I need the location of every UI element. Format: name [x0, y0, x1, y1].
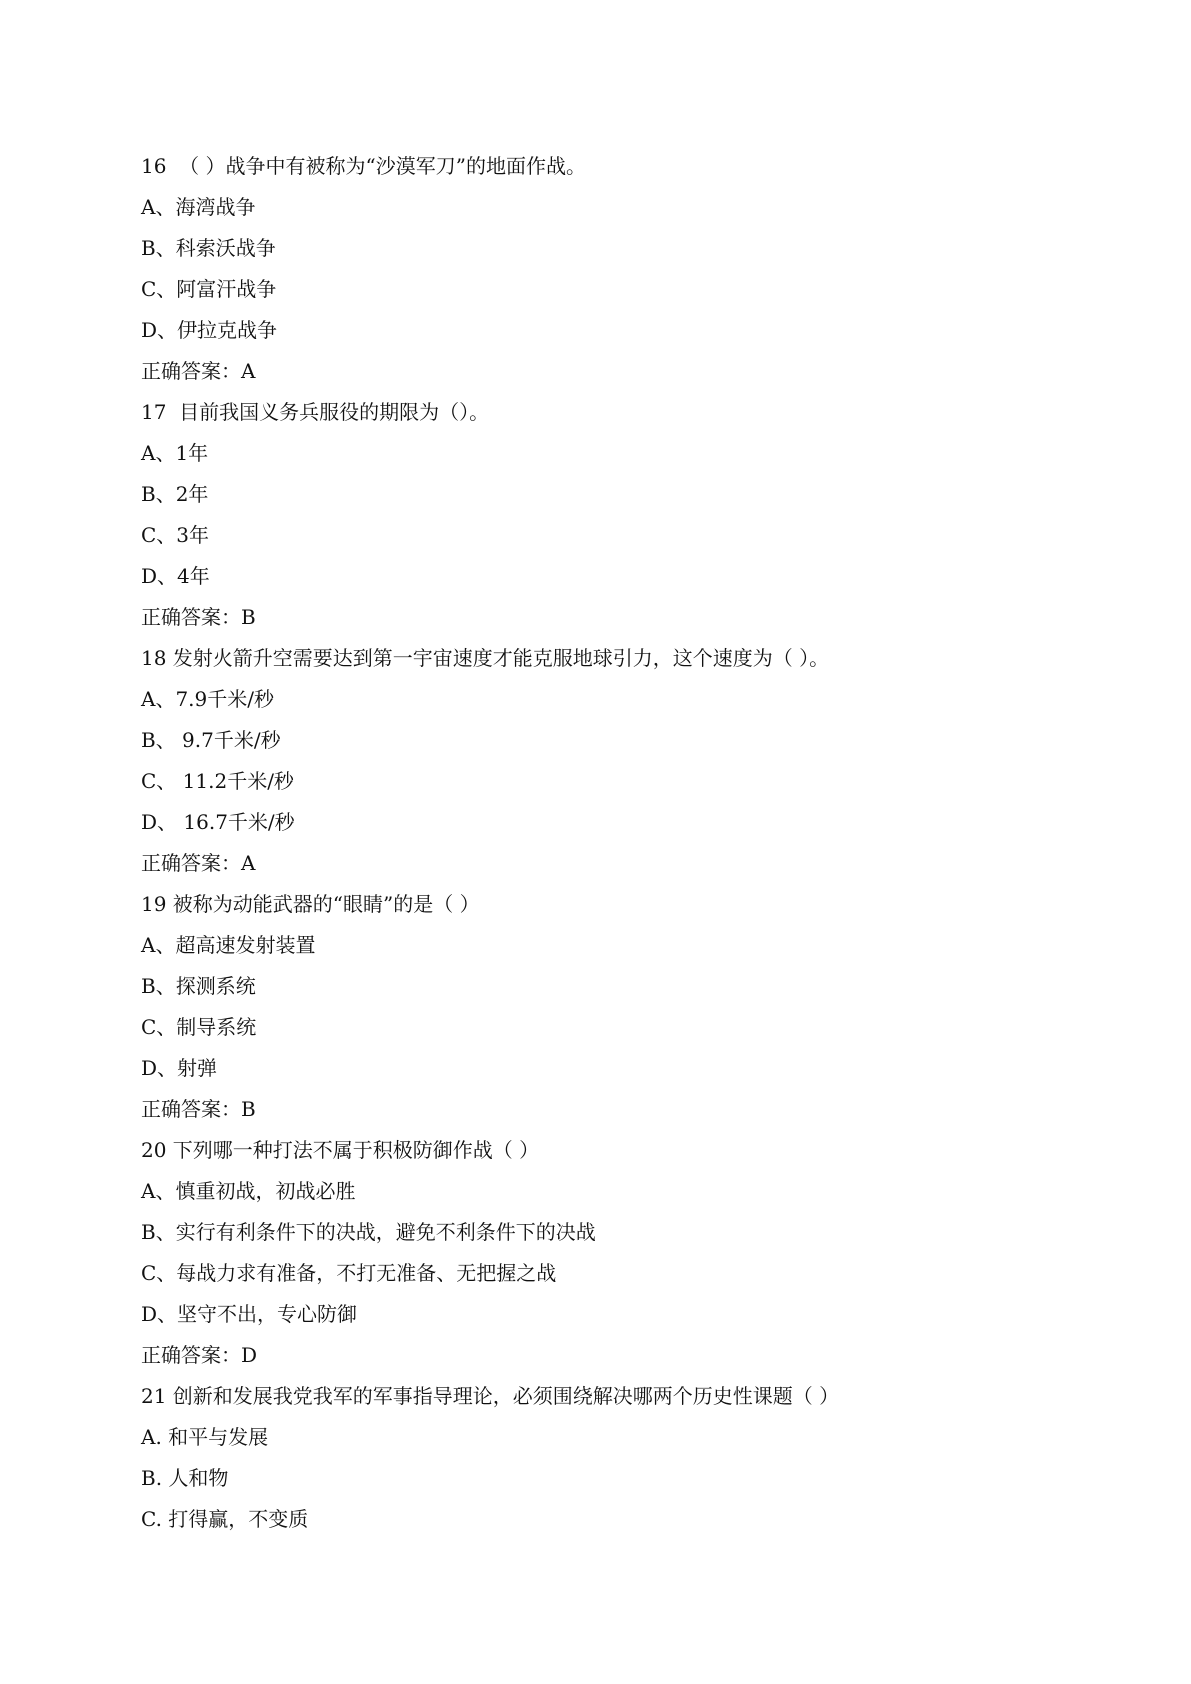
question-17-option-d: D、4年 — [141, 564, 210, 588]
question-19-stem: 19 被称为动能武器的“眼睛”的是（ ） — [141, 892, 480, 916]
question-16-stem: 16 （ ）战争中有被称为“沙漠军刀”的地面作战。 — [141, 154, 586, 178]
question-18-option-c: C、 11.2千米/秒 — [141, 769, 294, 793]
question-17-option-a: A、1年 — [141, 441, 209, 465]
question-20-option-d: D、坚守不出，专心防御 — [141, 1302, 358, 1326]
question-19-answer: 正确答案：B — [141, 1097, 256, 1121]
question-16-option-d: D、伊拉克战争 — [141, 318, 278, 342]
question-18-stem: 18 发射火箭升空需要达到第一宇宙速度才能克服地球引力，这个速度为（ ）。 — [141, 646, 830, 670]
question-16-option-c: C、阿富汗战争 — [141, 277, 277, 301]
question-20-option-c: C、每战力求有准备，不打无准备、无把握之战 — [141, 1261, 557, 1285]
question-18-answer: 正确答案：A — [141, 851, 256, 875]
question-17-answer: 正确答案：B — [141, 605, 256, 629]
question-21-option-c: C. 打得赢，不变质 — [141, 1507, 309, 1531]
question-20-stem: 20 下列哪一种打法不属于积极防御作战（ ） — [141, 1138, 540, 1162]
question-16-option-a: A、海湾战争 — [141, 195, 256, 219]
question-16-answer: 正确答案：A — [141, 359, 256, 383]
question-17-stem: 17 目前我国义务兵服役的期限为（）。 — [141, 400, 490, 424]
question-20-answer: 正确答案：D — [141, 1343, 258, 1367]
question-21-stem: 21 创新和发展我党我军的军事指导理论，必须围绕解决哪两个历史性课题（ ） — [141, 1384, 840, 1408]
question-21-option-a: A. 和平与发展 — [141, 1425, 269, 1449]
question-20-option-b: B、实行有利条件下的决战，避免不利条件下的决战 — [141, 1220, 596, 1244]
question-18-option-a: A、7.9千米/秒 — [141, 687, 274, 711]
question-21-option-b: B. 人和物 — [141, 1466, 229, 1490]
question-17-option-b: B、2年 — [141, 482, 209, 506]
question-19-option-b: B、探测系统 — [141, 974, 256, 998]
question-19-option-c: C、制导系统 — [141, 1015, 257, 1039]
question-19-option-a: A、超高速发射装置 — [141, 933, 316, 957]
question-18-option-b: B、 9.7千米/秒 — [141, 728, 281, 752]
question-16-option-b: B、科索沃战争 — [141, 236, 276, 260]
question-18-option-d: D、 16.7千米/秒 — [141, 810, 295, 834]
question-17-option-c: C、3年 — [141, 523, 210, 547]
question-list — [141, 151, 1101, 1545]
question-20-option-a: A、慎重初战，初战必胜 — [141, 1179, 356, 1203]
question-19-option-d: D、射弹 — [141, 1056, 218, 1080]
